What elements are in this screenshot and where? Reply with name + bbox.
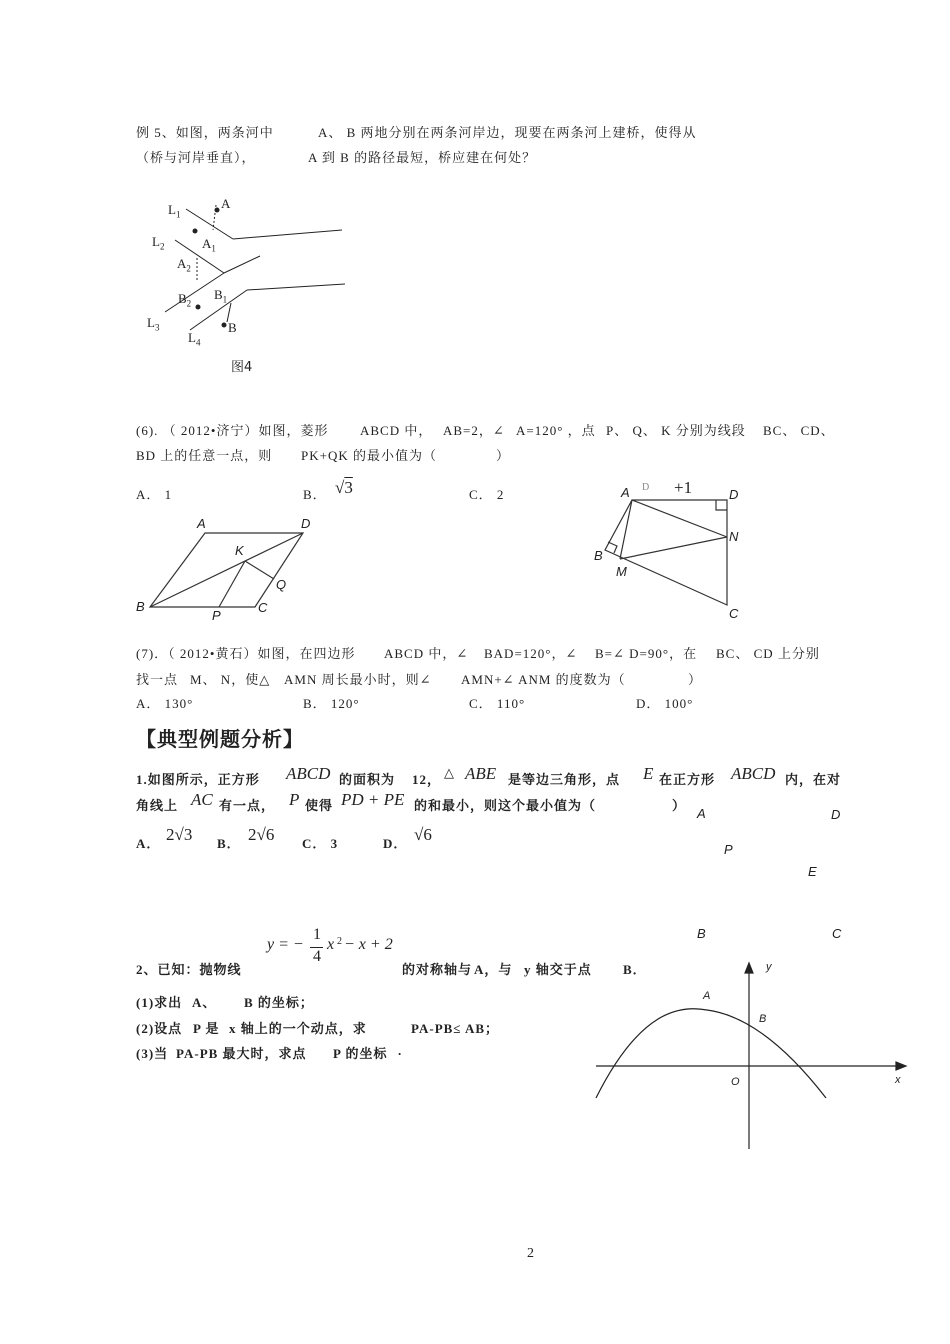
origin-label: O	[731, 1076, 740, 1088]
parabola-curve	[596, 1009, 826, 1098]
label-b2: $B_2$	[178, 291, 192, 309]
ex1-text-a: 1.如图所示，正方形	[136, 772, 260, 787]
rhombus-label-d: D	[301, 516, 311, 531]
q6-line1-a: (6). （ 2012•济宁）如图，菱形	[136, 423, 329, 438]
label-b: B	[228, 320, 237, 335]
ex2-part2-a: (2)设点	[136, 1021, 183, 1036]
quad-label-m: M	[616, 564, 627, 579]
y-axis-arrow	[745, 963, 753, 973]
q7-option-b: B． 120°	[303, 696, 360, 711]
ex2-formula-lhs: y = −	[267, 936, 304, 953]
ex1-text-k: 的和最小，则这个最小值为（	[414, 798, 597, 813]
q5-line2-b: A 到 B 的路径最短，桥应建在何处？	[308, 150, 537, 165]
x-axis-arrow	[896, 1062, 906, 1070]
ex2-part3-c: P 的坐标	[333, 1046, 388, 1061]
q7-line2-c: AMN 周长最小时，则∠	[284, 672, 432, 687]
ex2-text-c: A，与	[474, 962, 513, 977]
ex2-formula-x: x	[327, 936, 335, 953]
quad-label-c: C	[729, 606, 739, 621]
q5-line1-a: 例 5、如图，两条河中	[136, 125, 274, 140]
q7-line2-b: M、 N，使△	[190, 672, 271, 687]
q5-line1-b: A、 B 两地分别在两条河岸边，现要在两条河上建桥，使得从	[318, 125, 697, 140]
ex2-part2-d: PA-PB≤ AB；	[411, 1021, 500, 1036]
ex2-text-a: 2、已知：抛物线	[136, 962, 242, 977]
q6-option-a: A． 1	[136, 487, 173, 502]
q6-line2-c: ）	[496, 448, 511, 463]
label-a: A	[221, 196, 231, 211]
ex1-option-a: A．	[136, 836, 161, 851]
quad-label-b: B	[594, 548, 603, 563]
q6-option-c: C． 2	[469, 487, 505, 502]
ex1-text-i: 有一点，	[219, 798, 276, 813]
ex1-option-d-value: √6	[414, 825, 432, 844]
ex2-formula-exp: 2	[337, 936, 342, 947]
q6-option-d-fragment: D	[642, 482, 651, 493]
ex2-part1-b: A、	[192, 995, 217, 1010]
page-number: 2	[527, 1246, 534, 1261]
label-b1: $B_1$	[214, 287, 228, 305]
ex2-part3-b: PA-PB 最大时，求点	[176, 1046, 307, 1061]
ex2-part1-a: (1)求出	[136, 995, 183, 1010]
q6-line2-a: BD 上的任意一点，则	[136, 448, 273, 463]
q6-line1-f: BC、 CD、	[763, 423, 835, 438]
ex2-part3-d: .	[398, 1043, 403, 1058]
q6-line1-d: A=120° ，点	[516, 423, 596, 438]
label-l4: $L_4$	[188, 330, 201, 348]
label-a2: $A_2$	[177, 256, 191, 274]
q7-line1-c: BAD=120°，∠	[484, 646, 578, 661]
q7-line1-a: (7)．（ 2012•黄石）如图，在四边形	[136, 646, 356, 661]
ex1-text-g: 内，在对	[785, 772, 842, 787]
ex1-e: E	[643, 764, 654, 783]
ex1-text-e: 是等边三角形，点	[508, 772, 621, 787]
ex2-part1-c: B 的坐标；	[244, 995, 314, 1010]
axis-label-x: x	[895, 1074, 901, 1086]
ex1-pdpe: PD + PE	[341, 790, 405, 809]
ex1-abcd2: ABCD	[731, 764, 776, 783]
ex2-frac-den: 4	[313, 948, 321, 965]
ex1-text-h: 角线上	[136, 798, 179, 813]
ex1-fig-b: B	[697, 926, 706, 941]
label-l3: $L_3$	[147, 315, 160, 333]
q6-line1-c: AB=2，∠	[443, 423, 505, 438]
ex1-fig-c: C	[832, 926, 842, 941]
ex1-option-c: C． 3	[302, 836, 339, 851]
rhombus-label-q: Q	[276, 577, 287, 592]
ex1-text-j: 使得	[305, 798, 334, 813]
ex1-fig-d: D	[831, 807, 841, 822]
ex1-option-b: B．	[217, 836, 241, 851]
rhombus-label-k: K	[235, 543, 244, 558]
q7-line1-e: BC、 CD 上分别	[716, 646, 820, 661]
quad-label-a: A	[621, 485, 630, 500]
q5-line2-a: （桥与河岸垂直），	[136, 150, 256, 165]
ex1-text-l: ）	[672, 798, 687, 813]
q6-option-d-value: +1	[674, 478, 693, 497]
ex1-fig-a: A	[697, 806, 706, 821]
ex2-text-b: 的对称轴与	[402, 962, 473, 977]
rhombus-label-b: B	[136, 599, 145, 614]
ex1-abe: ABE	[465, 764, 497, 783]
q6-option-b: B．	[303, 487, 327, 502]
quad-label-d: D	[729, 487, 739, 502]
rhombus-label-p: P	[212, 608, 221, 623]
ex1-fig-e: E	[808, 864, 817, 879]
ex2-text-d: y 轴交于点	[524, 962, 592, 977]
ex2-part2-b: P 是	[193, 1021, 220, 1036]
ex1-option-b-value: 2√6	[248, 825, 275, 844]
ex1-text-c: 12，	[412, 772, 442, 787]
q7-line1-d: B=∠ D=90°，在	[595, 646, 698, 661]
q6-line1-b: ABCD 中，	[360, 423, 433, 438]
q7-option-a: A． 130°	[136, 696, 194, 711]
ex2-frac-num: 1	[313, 926, 321, 943]
ex1-text-b: 的面积为	[339, 772, 396, 787]
q7-line2-e: ）	[688, 672, 703, 687]
q6-option-b-value: √3	[335, 478, 353, 497]
ex1-option-d: D．	[383, 836, 408, 851]
ex2-formula-rest: − x + 2	[344, 936, 393, 953]
label-a1: $A_1$	[202, 236, 216, 254]
label-l1: $L_1$	[168, 202, 181, 220]
label-l2: $L_2$	[152, 234, 165, 252]
quad-label-n: N	[729, 529, 739, 544]
figure-4-caption: 图4	[231, 360, 253, 375]
ex1-ac: AC	[191, 790, 213, 809]
ex1-abcd: ABCD	[286, 764, 331, 783]
axis-label-y: y	[766, 961, 772, 973]
q6-line1-e: P、 Q、 K 分别为线段	[606, 423, 746, 438]
q7-line1-b: ABCD 中，∠	[384, 646, 469, 661]
section-title: 【典型例题分析】	[136, 727, 304, 751]
q7-option-d: D． 100°	[636, 696, 694, 711]
rhombus-label-c: C	[258, 600, 268, 615]
ex1-fig-p: P	[724, 842, 733, 857]
rhombus-label-a: A	[197, 516, 206, 531]
q7-option-c: C． 110°	[469, 696, 526, 711]
ex2-part3-a: (3)当	[136, 1046, 169, 1061]
ex2-text-e: B．	[623, 962, 647, 977]
ex1-text-f: 在正方形	[659, 772, 716, 787]
q7-line2-d: AMN+∠ ANM 的度数为（	[461, 672, 626, 687]
point-label-a: A	[703, 990, 711, 1002]
q6-line2-b: PK+QK 的最小值为（	[301, 448, 437, 463]
ex2-part2-c: x 轴上的一个动点，求	[229, 1021, 367, 1036]
point-label-b: B	[759, 1013, 767, 1025]
q7-line2-a: 找一点	[136, 672, 179, 687]
ex1-option-a-value: 2√3	[166, 825, 193, 844]
ex1-text-d: △	[444, 765, 455, 780]
ex1-p: P	[289, 790, 300, 809]
